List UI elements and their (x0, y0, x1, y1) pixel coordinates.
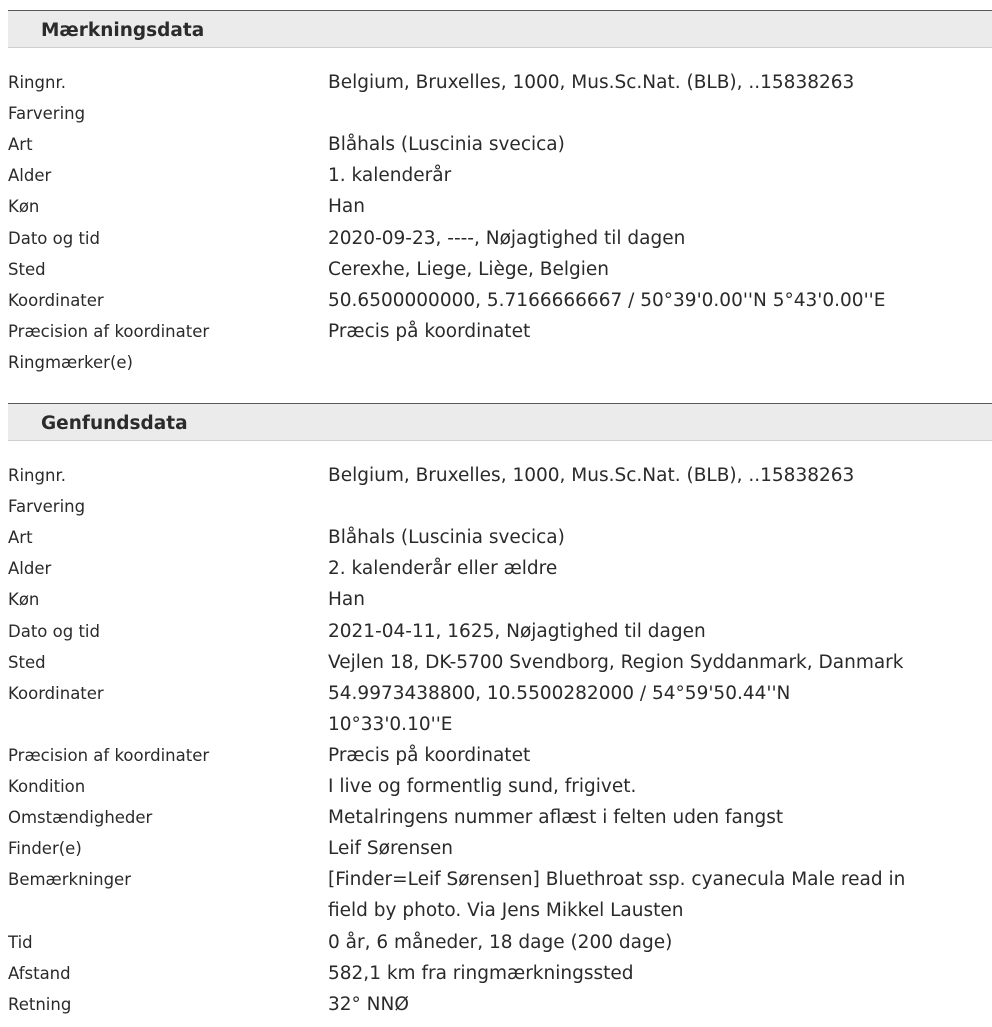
data-row (8, 647, 992, 678)
field-value-line: 582,1 km fra ringmærkningssted (328, 962, 634, 984)
field-value-line: Præcis på koordinatet (328, 744, 531, 766)
field-value (328, 771, 968, 802)
field-value-line: Metalringens nummer aflæst i felten uden fangst (328, 807, 784, 829)
field-value (328, 833, 968, 864)
field-value (328, 254, 968, 285)
data-row (8, 347, 992, 378)
field-value-line: Belgium, Bruxelles, 1000, Mus.Sc.Nat. (BLB), ..15838263 (328, 72, 855, 93)
field-label: Retning (8, 994, 72, 1014)
field-value (328, 584, 968, 615)
field-label: Sted (8, 259, 46, 279)
field-label: Ringnr. (8, 466, 66, 485)
field-value (328, 67, 968, 98)
field-value (328, 958, 968, 989)
field-value-line: Han (328, 196, 365, 218)
field-label: Afstand (8, 963, 71, 983)
field-value (328, 553, 968, 584)
field-value-line: 54.9973438800, 10.5500282000 / 54°59'50.44''N (328, 682, 791, 704)
data-row (8, 223, 992, 254)
field-label: Ringnr. (8, 73, 66, 92)
field-value-line: Han (328, 589, 365, 611)
section-header (8, 10, 992, 48)
data-row (8, 958, 992, 989)
data-row (8, 616, 992, 647)
field-value (328, 522, 968, 553)
field-value-line: 2021-04-11, 1625, Nøjagtighed til dagen (328, 620, 706, 642)
data-row (8, 802, 992, 833)
field-value (328, 740, 968, 771)
field-value (328, 802, 968, 833)
field-label: Farvering (8, 104, 86, 124)
data-row (8, 584, 992, 615)
data-row (8, 98, 992, 129)
field-value-line: 1. kalenderår (328, 165, 452, 187)
field-label: Art (8, 528, 33, 548)
data-row (8, 285, 992, 316)
data-row (8, 553, 992, 584)
field-value (328, 160, 968, 191)
field-value (328, 191, 968, 222)
field-label: Køn (8, 590, 40, 610)
data-row (8, 740, 992, 771)
field-value-line: I live og formentlig sund, frigivet. (328, 776, 637, 797)
field-value-line: 2020-09-23, ----, Nøjagtighed til dagen (328, 227, 686, 249)
field-label: Art (8, 135, 33, 155)
data-row (8, 771, 992, 802)
field-label: Tid (8, 932, 33, 952)
field-value-line: Blåhals (Luscinia svecica) (328, 527, 565, 549)
field-value (328, 460, 968, 491)
field-label: Bemærkninger (8, 870, 131, 890)
field-value (328, 927, 968, 958)
field-value-line: 2. kalenderår eller ældre (328, 558, 558, 580)
recovery-data-section (8, 403, 992, 1015)
field-value (328, 989, 968, 1020)
field-label: Præcision af koordinater (8, 321, 210, 341)
field-label: Dato og tid (8, 228, 100, 248)
field-label: Koordinater (8, 683, 104, 703)
field-label: Kondition (8, 777, 86, 796)
data-row (8, 191, 992, 222)
section-title: Genfundsdata (41, 413, 188, 434)
section-title: Mærkningsdata (41, 20, 205, 41)
field-value-line: [Finder=Leif Sørensen] Bluethroat ssp. cyanecula Male read in (328, 869, 906, 891)
field-value (328, 129, 968, 160)
field-value-line: 0 år, 6 måneder, 18 dage (200 dage) (328, 931, 673, 953)
field-value-line: 10°33'0.10''E (328, 713, 453, 735)
field-value-line: Leif Sørensen (328, 838, 454, 860)
field-value-line: Blåhals (Luscinia svecica) (328, 134, 565, 156)
field-label: Sted (8, 652, 46, 672)
field-value-line: 32° NNØ (328, 993, 409, 1015)
field-value (328, 647, 968, 678)
field-value (328, 316, 968, 347)
section-header (8, 403, 992, 441)
field-value (328, 285, 968, 316)
field-label: Alder (8, 166, 52, 186)
field-label: Omstændigheder (8, 808, 153, 828)
data-row (8, 927, 992, 958)
data-row (8, 254, 992, 285)
data-row (8, 989, 992, 1020)
field-label: Ringmærker(e) (8, 352, 133, 372)
field-value-line: Cerexhe, Liege, Liège, Belgien (328, 258, 610, 280)
data-row (8, 833, 992, 864)
field-label: Dato og tid (8, 621, 100, 641)
field-label: Alder (8, 559, 52, 579)
field-value (328, 616, 968, 647)
field-value-line: field by photo. Via Jens Mikkel Lausten (328, 900, 684, 922)
field-value-line: 50.6500000000, 5.7166666667 / 50°39'0.00''N 5°43'0.00''E (328, 289, 886, 311)
field-value-line: Belgium, Bruxelles, 1000, Mus.Sc.Nat. (BLB), ..15838263 (328, 465, 855, 486)
data-row (8, 67, 992, 98)
data-row (8, 864, 992, 926)
data-row (8, 491, 992, 522)
marking-data-section (8, 10, 992, 372)
field-value (328, 678, 968, 740)
field-label: Koordinater (8, 290, 104, 310)
data-row (8, 522, 992, 553)
field-label: Køn (8, 197, 40, 217)
field-value-line: Vejlen 18, DK-5700 Svendborg, Region Syddanmark, Danmark (328, 651, 904, 673)
field-label: Finder(e) (8, 839, 82, 859)
field-label: Præcision af koordinater (8, 745, 210, 765)
field-label: Farvering (8, 497, 86, 517)
data-row (8, 160, 992, 191)
data-row (8, 460, 992, 491)
field-value (328, 864, 968, 926)
data-row (8, 316, 992, 347)
field-value-line: Præcis på koordinatet (328, 320, 531, 342)
data-row (8, 129, 992, 160)
field-value (328, 223, 968, 254)
data-row (8, 678, 992, 740)
